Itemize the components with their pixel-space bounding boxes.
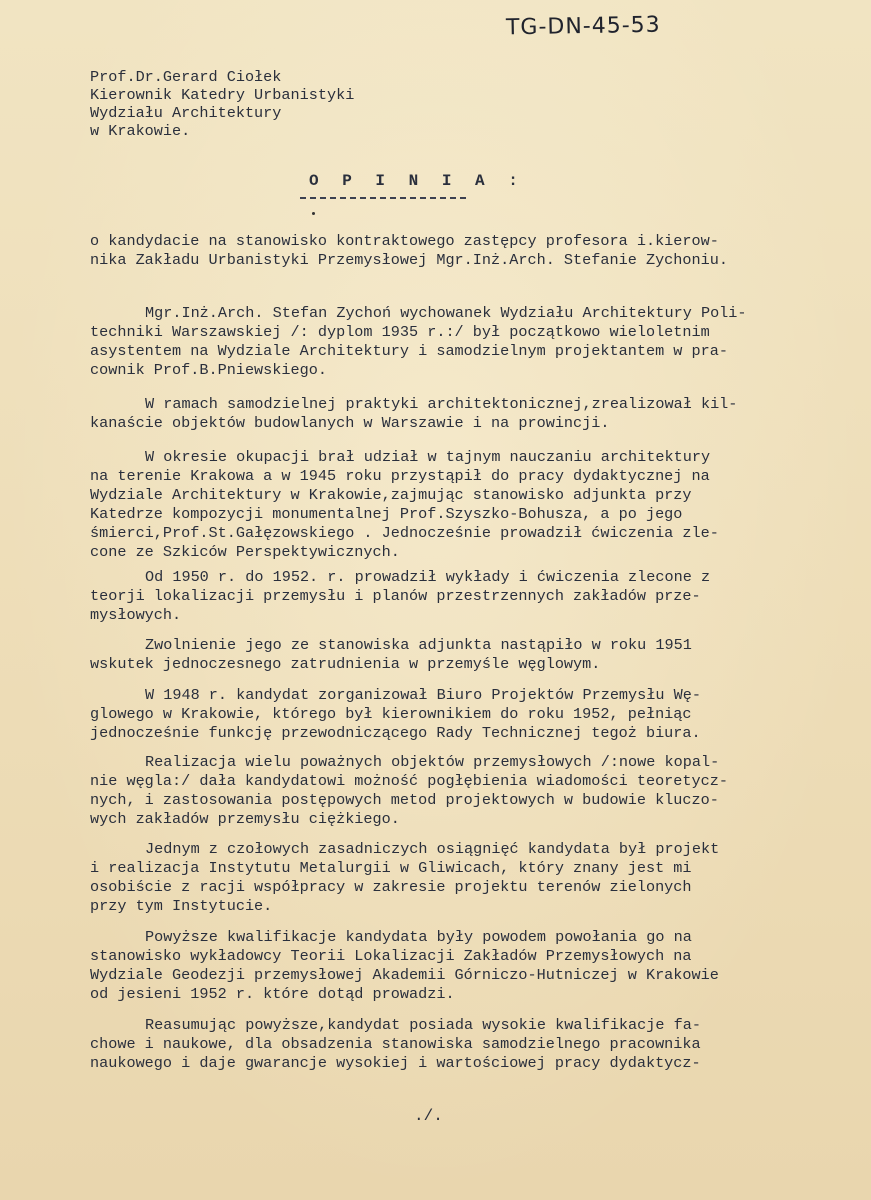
body-line: Reasumując powyższe,kandydat posiada wysokie kwalifikacje fa- [145,1016,701,1034]
body-line: kanaście objektów budowlanych w Warszawie i na prowincji. [90,414,610,432]
body-line: Wydziale Geodezji przemysłowej Akademii Górniczo-Hutniczej w Krakowie [90,966,719,984]
document-title: O P I N I A : [309,172,525,190]
typed-dot [312,212,315,215]
body-line: cone ze Szkiców Perspektywicznych. [90,543,400,561]
body-line: osobiście z racji współpracy w zakresie projektu terenów zielonych [90,878,692,896]
body-line: cownik Prof.B.Pniewskiego. [90,361,327,379]
body-line: W ramach samodzielnej praktyki architektonicznej,zrealizował kil- [145,395,738,413]
body-line: wskutek jednoczesnego zatrudnienia w przemyśle węglowym. [90,655,601,673]
body-line: śmierci,Prof.St.Gałęzowskiego . Jednocześnie prowadził ćwiczenia zle- [90,524,719,542]
body-line: nika Zakładu Urbanistyki Przemysłowej Mgr.Inż.Arch. Stefanie Zychoniu. [90,251,728,269]
body-line: nie węgla:/ dała kandydatowi możność pogłębienia wiadomości teoretycz- [90,772,728,790]
body-line: na terenie Krakowa a w 1945 roku przystąpił do pracy dydaktycznej na [90,467,710,485]
sender-line: w Krakowie. [90,122,191,140]
body-line: mysłowych. [90,606,182,624]
body-line: teorji lokalizacji przemysłu i planów przestrzennych zakładów prze- [90,587,701,605]
reference-number: TG-DN-45-53 [505,12,661,41]
body-line: Wydziale Architektury w Krakowie,zajmując stanowisko adjunkta przy [90,486,692,504]
body-line: glowego w Krakowie, którego był kierownikiem do roku 1952, pełniąc [90,705,692,723]
body-line: Katedrze kompozycji monumentalnej Prof.Szyszko-Bohusza, a po jego [90,505,683,523]
continuation-mark: ./. [414,1107,443,1125]
body-line: i realizacja Instytutu Metalurgii w Gliwicach, który znany jest mi [90,859,692,877]
body-line: Mgr.Inż.Arch. Stefan Zychoń wychowanek Wydziału Architektury Poli- [145,304,747,322]
body-line: naukowego i daje gwarancje wysokiej i wartościowej pracy dydaktycz- [90,1054,701,1072]
body-line: chowe i naukowe, dla obsadzenia stanowiska samodzielnego pracownika [90,1035,701,1053]
body-line: jednocześnie funkcję przewodniczącego Rady Technicznej tegoż biura. [90,724,701,742]
body-line: Realizacja wielu poważnych objektów przemysłowych /:nowe kopal- [145,753,720,771]
body-line: przy tym Instytucie. [90,897,273,915]
body-line: nych, i zastosowania postępowych metod projektowych w budowie kluczo- [90,791,719,809]
body-line: wych zakładów przemysłu ciężkiego. [90,810,400,828]
body-line: Od 1950 r. do 1952. r. prowadził wykłady i ćwiczenia zlecone z [145,568,711,586]
sender-line: Wydziału Architektury [90,104,282,122]
sender-line: Kierownik Katedry Urbanistyki [90,86,355,104]
body-line: W okresie okupacji brał udział w tajnym nauczaniu architektury [145,448,711,466]
body-line: Jednym z czołowych zasadniczych osiągnięć kandydata był projekt [145,840,720,858]
body-line: W 1948 r. kandydat zorganizował Biuro Projektów Przemysłu Wę- [145,686,701,704]
title-underline [300,197,466,199]
body-line: stanowisko wykładowcy Teorii Lokalizacji Zakładów Przemysłowych na [90,947,692,965]
body-line: od jesieni 1952 r. które dotąd prowadzi. [90,985,455,1003]
body-line: Zwolnienie jego ze stanowiska adjunkta nastąpiło w roku 1951 [145,636,692,654]
body-line: techniki Warszawskiej /: dyplom 1935 r.:/ był początkowo wieloletnim [90,323,710,341]
body-line: asystentem na Wydziale Architektury i samodzielnym projektantem w pra- [90,342,728,360]
body-line: Powyższe kwalifikacje kandydata były powodem powołania go na [145,928,692,946]
sender-line: Prof.Dr.Gerard Ciołek [90,68,282,86]
body-line: o kandydacie na stanowisko kontraktowego zastępcy profesora i.kierow- [90,232,719,250]
